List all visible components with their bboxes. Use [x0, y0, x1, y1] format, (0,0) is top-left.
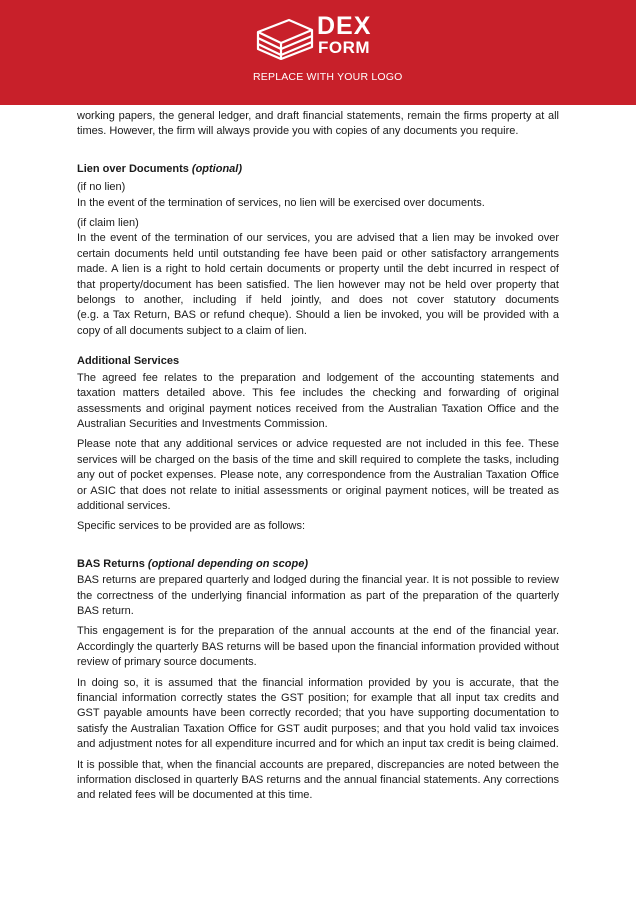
- header-banner: [0, 0, 636, 105]
- logo-wordmark-form: FORM: [318, 38, 371, 57]
- document-body: [77, 109, 559, 804]
- claim-lien-text-cont: (e.g. a Tax Return, BAS or refund cheque). Should a lien be invoked, you will be provided with a copy of all documents subject to a claim of lien.: [77, 309, 559, 337]
- additional-services-heading: Additional Services: [77, 355, 180, 368]
- logo: [253, 12, 403, 84]
- bas-paragraph-4: It is possible that, when the financial accounts are prepared, discrepancies are noted between the information disclosed in quarterly BAS returns and the annual financial statements. Any corrections and related fees will be documented at this time.: [77, 758, 559, 802]
- claim-lien-label: (if claim lien): [77, 217, 139, 230]
- bas-heading: [77, 557, 559, 572]
- logo-tagline: REPLACE WITH YOUR LOGO: [253, 71, 403, 83]
- claim-lien-text: In the event of the termination of our services, you are advised that a lien may be invoked over certain documents held until outstanding fee have been paid or other satisfactory arrangements made. A lien is a right to hold certain documents or property until the debt incurred in respect of that property/document has been satisfied. The lien however may not be held over property that belongs to another, including if held jointly, and does not cover statutory documents: [77, 232, 559, 307]
- additional-paragraph-3: Specific services to be provided are as follows:: [77, 520, 306, 533]
- no-lien-text: In the event of the termination of services, no lien will be exercised over documents.: [77, 196, 485, 209]
- bas-heading-optional: (optional depending on scope): [147, 557, 309, 570]
- intro-paragraph: working papers, the general ledger, and draft financial statements, remain the firms property at all times. However, the firm will always provide you with copies of any documents you require.: [77, 110, 559, 138]
- additional-paragraph-1: The agreed fee relates to the preparation and lodgement of the accounting statements and taxation matters detailed above. This fee includes the checking and forwarding of original assessments and original payment notices received from the Australian Taxation Office and the Australian Securities and Investments Commission.: [77, 371, 559, 430]
- no-lien-label: (if no lien): [77, 181, 126, 194]
- lien-heading-text: Lien over Documents: [77, 162, 192, 175]
- lien-heading: [77, 162, 559, 177]
- bas-paragraph-1: BAS returns are prepared quarterly and lodged during the financial year. It is not possible to review the correctness of the underlying financial information as part of the preparation of the quarterly BAS return.: [77, 574, 559, 617]
- bas-paragraph-3: In doing so, it is assumed that the financial information provided by you is accurate, that the financial information correctly states the GST position; for example that all input tax credits and GST payable amounts have been correctly recorded; that you have supporting documentation to satisfy the Australian Taxation Office for GST audit purposes; and that you hold valid tax invoices and adjustment notes for all expenditure incurred and for which an input tax credit is being claimed.: [77, 676, 559, 751]
- lien-heading-optional: (optional): [191, 162, 243, 175]
- paper-stack-icon: [255, 16, 315, 60]
- logo-wordmark-dex: DEX: [317, 12, 372, 40]
- bas-heading-text: BAS Returns: [77, 557, 148, 570]
- bas-paragraph-2: This engagement is for the preparation of the annual accounts at the end of the financial year. Accordingly the quarterly BAS returns will be based upon the financial information provided without review of primary source documents.: [77, 625, 559, 669]
- additional-paragraph-2: Please note that any additional services or advice requested are not included in this fee. These services will be charged on the basis of the time and skill required to complete the tasks, including any out of pocket expenses. Please note, any correspondence from the Australian Taxation Office or ASIC that does not relate to initial assessments or original payment notices, will be treated as additional services.: [77, 438, 559, 512]
